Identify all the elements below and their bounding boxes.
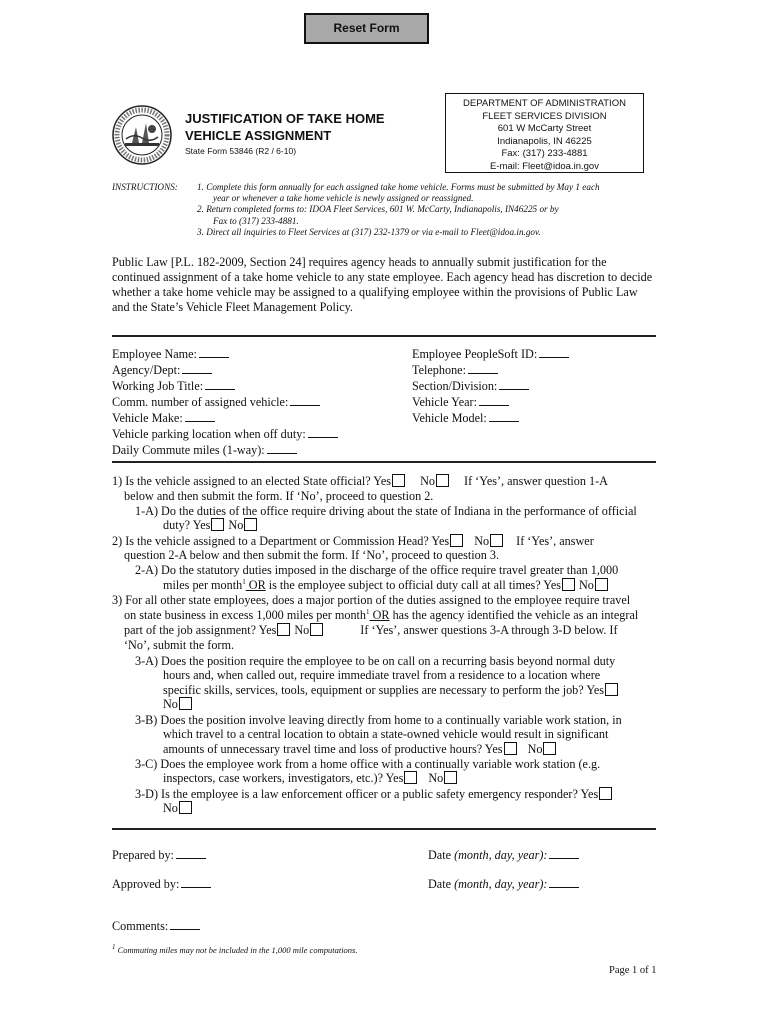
vehicle-year-field[interactable] (479, 394, 509, 406)
telephone-label: Telephone: (412, 363, 466, 377)
dept-line: FLEET SERVICES DIVISION (482, 110, 607, 122)
dept-line: Fax: (317) 233-4881 (501, 148, 588, 159)
q3a-no-checkbox[interactable] (179, 697, 192, 710)
question-1a-answer: duty? Yes No (163, 518, 261, 533)
question-1a: 1-A) Do the duties of the office require driving about the state of Indiana in the performance of official (135, 504, 637, 518)
instructions-label: INSTRUCTIONS: (112, 182, 178, 192)
reset-form-button[interactable]: Reset Form (304, 13, 429, 44)
question-3b-text: which travel to a central location to obtain a state-owned vehicle would result in significant (163, 727, 609, 741)
footnote: $^1$ Commuting miles may not be included in the 1,000 mile computations. (112, 943, 358, 955)
commute-miles-field[interactable] (267, 442, 297, 454)
employee-name-label: Employee Name: (112, 347, 197, 361)
question-3d: 3-D) Is the employee is a law enforcement officer or a public safety emergency responder? Yes (135, 787, 616, 802)
public-law-paragraph: Public Law [P.L. 182-2009, Section 24] requires agency heads to annually submit justification for the continued assignment of a take home vehicle to any state employee. Each agency head has discretion to decide whether a take home vehicle may be assigned to a qualifying employee within the provisions of Public Law and the State’s Vehicle Fleet Management Policy. (112, 255, 653, 314)
question-3-text: on state business in excess 1,000 miles per month$^1$ OR has the agency identified the vehicle as an integral (124, 607, 639, 622)
peoplesoft-id-label: Employee PeopleSoft ID: (412, 347, 538, 361)
commute-miles-label: Daily Commute miles (1-way): (112, 443, 265, 457)
prepared-date-field[interactable] (549, 847, 579, 859)
dept-line: 601 W McCarty Street (497, 123, 592, 134)
question-3-answer: part of the job assignment? Yes No If ‘Yes’, answer questions 3-A through 3-D below. If (124, 623, 618, 637)
instruction-item: 1. Complete this form annually for each assigned take home vehicle. Forms must be submitted by May 1 each year or whenever a take home vehicle is newly assigned or reassigned. (197, 182, 600, 204)
q1a-yes-checkbox[interactable] (211, 518, 224, 531)
prepared-by-field[interactable] (176, 847, 206, 859)
parking-location-label: Vehicle parking location when off duty: (112, 427, 306, 441)
comm-number-field[interactable] (290, 394, 320, 406)
comm-number-label: Comm. number of assigned vehicle: (112, 395, 289, 409)
question-1-text: below and then submit the form. If ‘No’, proceed to question 2. (124, 489, 434, 503)
q3a-yes-checkbox[interactable] (605, 683, 618, 696)
question-3d-no: No (163, 801, 196, 816)
title-line2: VEHICLE ASSIGNMENT (185, 128, 332, 143)
question-3b: 3-B) Does the position involve leaving directly from home to a continually variable work station, in (135, 713, 622, 727)
q3-no-checkbox[interactable] (310, 623, 323, 636)
comments: Comments: (112, 918, 200, 934)
title-line1: JUSTIFICATION OF TAKE HOME (185, 111, 385, 126)
q3b-yes-checkbox[interactable] (504, 742, 517, 755)
page-number: Page 1 of 1 (609, 965, 657, 976)
q1-yes-checkbox[interactable] (392, 474, 405, 487)
peoplesoft-id-field[interactable] (539, 346, 569, 358)
question-3-text: ‘No’, submit the form. (124, 638, 235, 652)
instruction-item: 3. Direct all inquiries to Fleet Services at (317) 232-1379 or via e-mail to Fleet@idoa.in.gov. (197, 226, 541, 237)
divider (112, 828, 656, 830)
dept-line: DEPARTMENT OF ADMINISTRATION (463, 98, 626, 109)
prepared-date: Date (month, day, year): (428, 847, 579, 863)
section-division-label: Section/Division: (412, 379, 498, 393)
instruction-item: 2. Return completed forms to: IDOA Fleet Services, 601 W. McCarty, Indianapolis, IN46225 or by Fax to (317) 233-4881. (197, 204, 559, 226)
section-division-field[interactable] (499, 378, 529, 390)
question-2: 2) Is the vehicle assigned to a Department or Commission Head? Yes No If ‘Yes’, answer (112, 534, 594, 548)
vehicle-make-field[interactable] (185, 410, 215, 422)
q1-no-checkbox[interactable] (436, 474, 449, 487)
q3d-yes-checkbox[interactable] (599, 787, 612, 800)
dept-line: E-mail: Fleet@idoa.in.gov (490, 160, 599, 172)
approved-date: Date (month, day, year): (428, 876, 579, 892)
parking-location-field[interactable] (308, 426, 338, 438)
agency-label: Agency/Dept: (112, 363, 181, 377)
approved-date-field[interactable] (549, 876, 579, 888)
q3c-yes-checkbox[interactable] (404, 771, 417, 784)
q3c-no-checkbox[interactable] (444, 771, 457, 784)
question-2a-answer: miles per month$^1$ OR is the employee subject to official duty call at all times? Yes No (163, 578, 612, 593)
divider (112, 461, 656, 463)
question-3c-answer: inspectors, case workers, investigators, etc.)? Yes No (163, 771, 461, 786)
dept-line: Indianapolis, IN 46225 (497, 135, 592, 147)
question-3a-no: No (163, 697, 196, 712)
q2a-yes-checkbox[interactable] (562, 578, 575, 591)
question-3a: 3-A) Does the position require the employee to be on call on a recurring basis beyond normal duty (135, 654, 616, 668)
question-1: 1) Is the vehicle assigned to an elected State official? Yes No If ‘Yes’, answer question 1-A (112, 474, 608, 488)
question-2-text: question 2-A below and then submit the form. If ‘No’, proceed to question 3. (124, 548, 500, 562)
agency-field[interactable] (182, 362, 212, 374)
vehicle-model-field[interactable] (489, 410, 519, 422)
department-address-box (445, 93, 644, 173)
employee-name-field[interactable] (199, 346, 229, 358)
q1a-no-checkbox[interactable] (244, 518, 257, 531)
divider (112, 335, 656, 337)
question-3c: 3-C) Does the employee work from a home office with a continually variable work station (e.g. (135, 757, 601, 771)
q3b-no-checkbox[interactable] (543, 742, 556, 755)
q3-yes-checkbox[interactable] (277, 623, 290, 636)
q2-no-checkbox[interactable] (490, 534, 503, 547)
comments-field[interactable] (170, 918, 200, 930)
vehicle-year-label: Vehicle Year: (412, 395, 477, 409)
question-3a-text: specific skills, services, tools, equipment or supplies are necessary to perform the job? Yes (163, 683, 622, 698)
question-3a-text: hours and, when called out, require immediate travel from a residence to a location where (163, 668, 601, 682)
form-title (185, 110, 385, 158)
question-3: 3) For all other state employees, does a major portion of the duties assigned to the employee require travel (112, 593, 631, 607)
q2a-no-checkbox[interactable] (595, 578, 608, 591)
question-2a: 2-A) Do the statutory duties imposed in the discharge of the office require travel greater than 1,000 (135, 563, 619, 577)
job-title-label: Working Job Title: (112, 379, 204, 393)
job-title-field[interactable] (205, 378, 235, 390)
state-form-number: State Form 53846 (R2 / 6-10) (185, 146, 297, 156)
vehicle-make-label: Vehicle Make: (112, 411, 183, 425)
telephone-field[interactable] (468, 362, 498, 374)
q3d-no-checkbox[interactable] (179, 801, 192, 814)
question-3b-answer: amounts of unnecessary travel time and loss of productive hours? Yes No (163, 742, 560, 757)
q2-yes-checkbox[interactable] (450, 534, 463, 547)
prepared-by: Prepared by: (112, 847, 206, 863)
vehicle-model-label: Vehicle Model: (412, 411, 487, 425)
state-seal-icon (112, 105, 172, 165)
approved-by-field[interactable] (181, 876, 211, 888)
approved-by: Approved by: (112, 876, 211, 892)
